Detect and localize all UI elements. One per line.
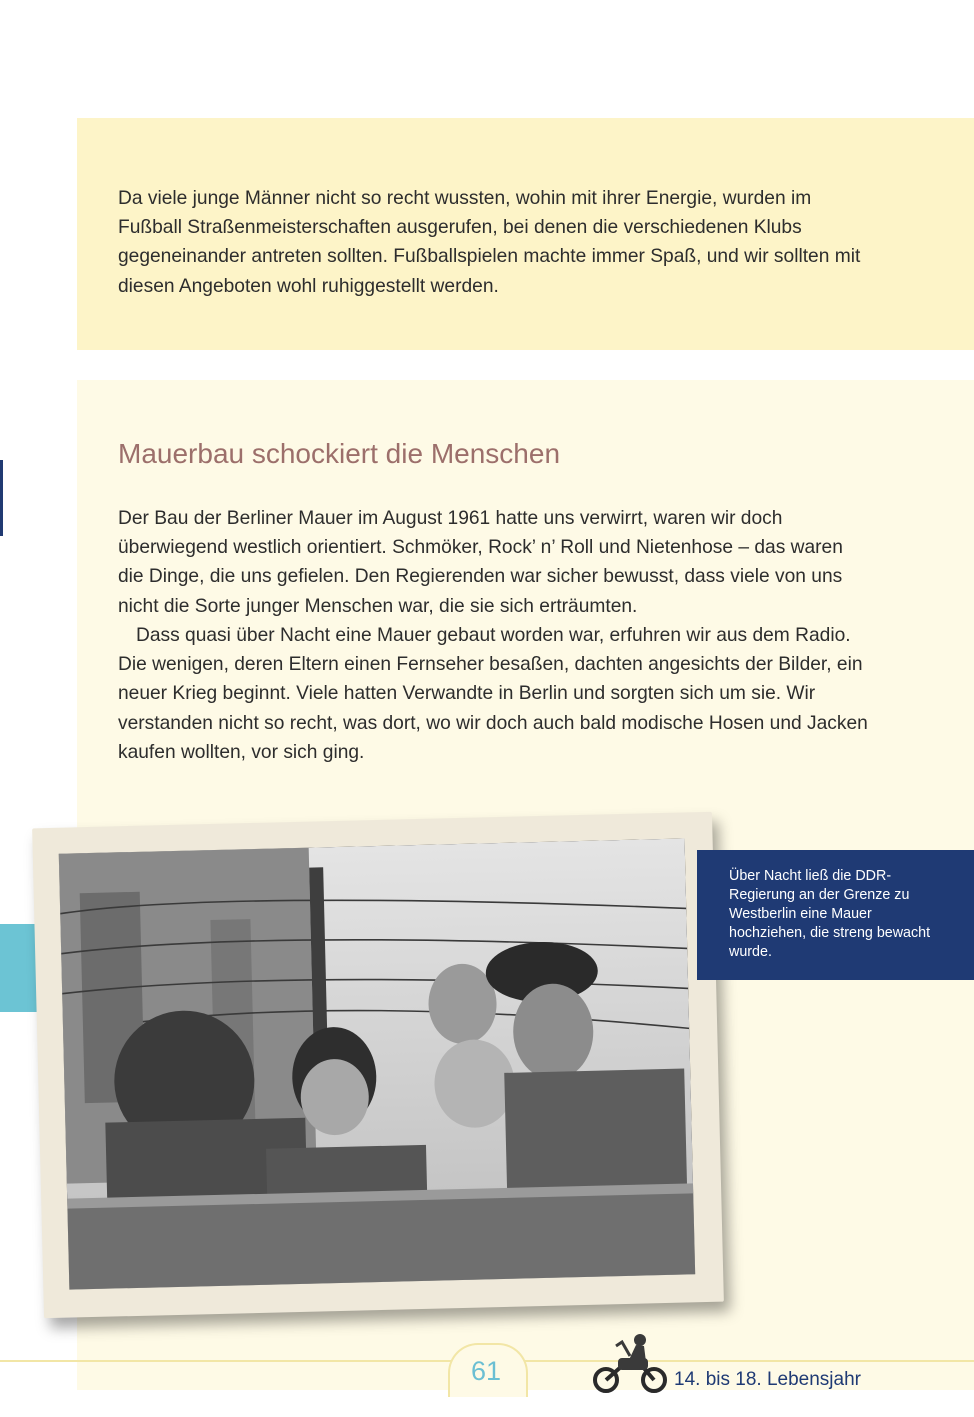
section-heading: Mauerbau schockiert die Menschen xyxy=(118,438,561,469)
historical-photo xyxy=(59,838,695,1289)
body-paragraph-2: Dass quasi über Nacht eine Mauer gebaut worden war, erfuhren wir aus dem Radio. Die wenigen, deren Eltern einen Fernseher besaßen, dachten angesichts der Bilder, ein neuer Krieg beginnt. Viele hatten Verwandte in Berlin und sorgten sich um sie. Wir verstanden nicht so recht, was dort, wo wir doch auch bald modische Hosen und Jacken kaufen wollten, vor sich ging. xyxy=(118,625,868,763)
intro-paragraph: Da viele junge Männer nicht so recht wussten, wohin mit ihrer Energie, wurden im Fußball Straßenmeisterschaften ausgerufen, bei denen die verschiedenen Klubs gegeneinander antreten sollten. Fußballspielen machte immer Spaß, und wir sollten mit diesen Angeboten wohl ruhiggestellt werden. xyxy=(118,188,861,297)
footer-section-label: 14. bis 18. Lebensjahr xyxy=(674,1369,861,1390)
body-paragraph-1: Der Bau der Berliner Mauer im August 1961 hatte uns verwirrt, waren wir doch überwiegend westlich orientiert. Schmöker, Rock’ n’ Roll und Nietenhose – das waren die Dinge, die uns gefielen. Den Regierenden war sicher bewusst, dass viele von uns nicht die Sorte junger Menschen war, die sie sich erträumten. xyxy=(118,508,843,617)
page-number: 61 xyxy=(470,1356,502,1386)
caption-text: Über Nacht ließ die DDR-Regierung an der Grenze zu Westberlin eine Mauer hochziehen, die streng bewacht wurde. xyxy=(729,868,931,960)
photo-frame xyxy=(32,812,724,1318)
motorcycle-icon xyxy=(592,1332,668,1394)
caption-box xyxy=(697,850,974,980)
photo-illustration xyxy=(59,838,695,1289)
left-accent-bar xyxy=(0,460,3,536)
